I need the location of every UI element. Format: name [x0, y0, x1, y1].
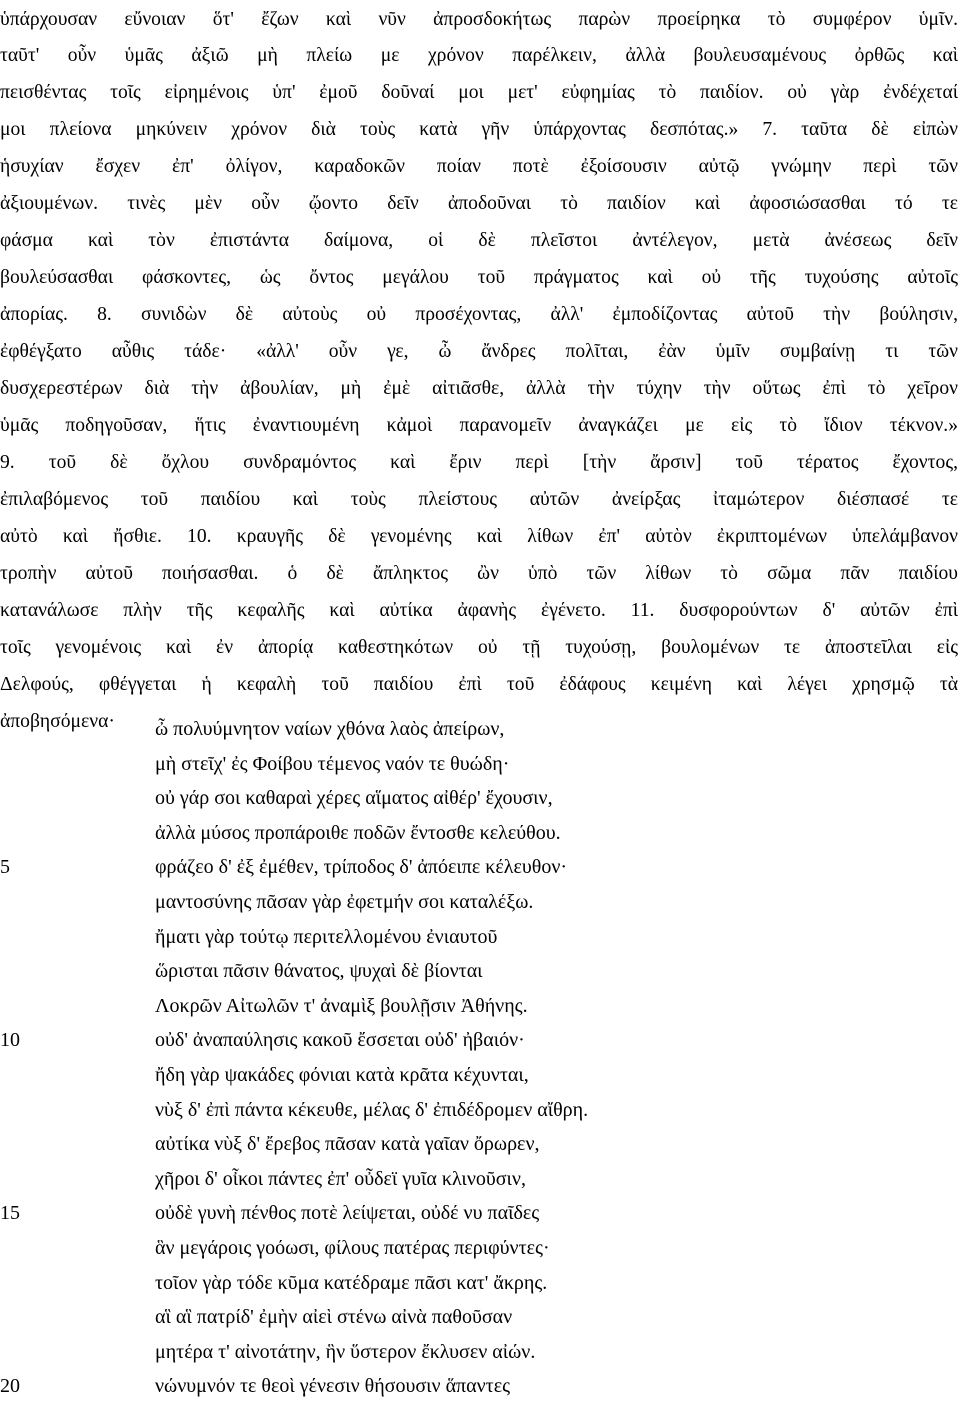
verse-line — [0, 816, 960, 851]
verse-text: ἃν μεγάροις γοόωσι, φίλους πατέρας περιφύντες· — [155, 1237, 550, 1259]
verse-text: νώνυμνόν τε θεοὶ γένεσιν θήσουσιν ἅπαντες — [155, 1375, 511, 1398]
verse-text: μὴ στεῖχ' ἐς Φοίβου τέμενος ναόν τε θυώδη· — [155, 752, 510, 775]
verse-text: ὥρισται πᾶσιν θάνατος, ψυχαὶ δὲ βίονται — [155, 960, 483, 983]
verse-text: τοῖον γὰρ τόδε κῦμα κατέδραμε πᾶσι κατ' ἄκρης. — [155, 1271, 548, 1294]
prose-line: φάσμα καὶ τὸν ἐπιστάντα δαίμονα, οἱ δὲ πλεῖστοι ἀντέλεγον, μετὰ ἀνέσεως δεῖν — [0, 230, 958, 251]
verse-line — [0, 1369, 960, 1404]
verse-line — [0, 1162, 960, 1197]
verse-line — [0, 781, 960, 816]
prose-line: βουλεύσασθαι φάσκοντες, ὡς ὄντος μεγάλου τοῦ πράγματος καὶ οὐ τῆς τυχούσης αὐτοῖς — [0, 267, 958, 288]
prose-line: ἡσυχίαν ἔσχεν ἐπ' ὀλίγον, καραδοκῶν ποίαν ποτὲ ἐξοίσουσιν αὐτῷ γνώμην περὶ τῶν — [0, 156, 958, 177]
verse-line — [0, 1266, 960, 1301]
verse-line — [0, 1093, 960, 1128]
verse-line — [0, 1127, 960, 1162]
verse-line — [0, 954, 960, 989]
verse-line — [0, 1023, 960, 1058]
verse-text: χῆροι δ' οἶκοι πάντες ἐπ' οὖδεϊ γυῖα κλινοῦσιν, — [155, 1167, 526, 1190]
verse-text: μητέρα τ' αἰνοτάτην, ἣν ὕστερον ἔκλυσεν αἰών. — [155, 1340, 536, 1363]
verse-line — [0, 1300, 960, 1335]
verse-line — [0, 1196, 960, 1231]
prose-line: Δελφούς, φθέγγεται ἡ κεφαλὴ τοῦ παιδίου ἐπὶ τοῦ ἐδάφους κειμένη καὶ λέγει χρησμῷ τὰ — [0, 674, 958, 695]
prose-line: δυσχερεστέρων διὰ τὴν ἀβουλίαν, μὴ ἐμὲ αἰτιᾶσθε, ἀλλὰ τὴν τύχην τὴν οὕτως ἐπὶ τὸ χεῖρον — [0, 378, 958, 399]
verse-line — [0, 1058, 960, 1093]
verse-line — [0, 747, 960, 782]
prose-line: τοῖς γενομένοις καὶ ἐν ἀπορίᾳ καθεστηκότων οὐ τῇ τυχούσῃ, βουλομένων τε ἀποστεῖλαι εἰς — [0, 637, 958, 658]
prose-line: κατανάλωσε πλὴν τῆς κεφαλῆς καὶ αὐτίκα ἀφανὴς ἐγένετο. 11. δυσφορούντων δ' αὐτῶν ἐπὶ — [0, 600, 958, 621]
verse-line — [0, 989, 960, 1024]
verse-text: οὐδὲ γυνὴ πένθος ποτὲ λείψεται, οὐδέ νυ παῖδες — [155, 1202, 540, 1225]
verse-text: οὐ γάρ σοι καθαραὶ χέρες αἵματος αἰθέρ' ἔχουσιν, — [155, 787, 553, 810]
prose-line: ἐπιλαβόμενος τοῦ παιδίου καὶ τοὺς πλείστους αὐτῶν ἀνείρξας ἰταμώτερον διέσπασέ τε — [0, 489, 958, 510]
verse-line — [0, 712, 960, 747]
verse-text: αὐτίκα νὺξ δ' ἔρεβος πᾶσαν κατὰ γαῖαν ὄρωρεν, — [155, 1133, 540, 1156]
prose-line: τροπὴν αὐτοῦ ποιήσασθαι. ὁ δὲ ἄπληκτος ὢν ὑπὸ τῶν λίθων τὸ σῶμα πᾶν παιδίου — [0, 563, 958, 584]
verse-line — [0, 1231, 960, 1266]
verse-line — [0, 850, 960, 885]
prose-line: αὐτὸ καὶ ἤσθιε. 10. κραυγῆς δὲ γενομένης καὶ λίθων ἐπ' αὐτὸν ἐκριπτομένων ὑπελάμβανον — [0, 526, 958, 547]
verse-text: ἀλλὰ μύσος προπάροιθε ποδῶν ἔντοσθε κελεύθου. — [155, 821, 561, 844]
verse-line — [0, 920, 960, 955]
prose-line: ἀπορίας. 8. συνιδὼν δὲ αὐτοὺς οὐ προσέχοντας, ἀλλ' ἐμποδίζοντας αὐτοῦ τὴν βούλησιν, — [0, 304, 958, 325]
line-number: 10 — [0, 1029, 20, 1052]
verse-text: αἳ αἳ πατρίδ' ἐμὴν αἰεὶ στένω αἰνὰ παθοῦσαν — [155, 1306, 513, 1329]
prose-line: μοι πλείονα μηκύνειν χρόνον διὰ τοὺς κατὰ γῆν ὑπάρχοντας δεσπότας.» 7. ταῦτα δὲ εἰπὼν — [0, 119, 958, 140]
verse-text: μαντοσύνης πᾶσαν γὰρ ἐφετμήν σοι καταλέξω. — [155, 891, 534, 913]
prose-line: πεισθέντας τοῖς εἰρημένοις ὑπ' ἐμοῦ δοῦναί μοι μετ' εὐφημίας τὸ παιδίον. οὐ γὰρ ἐνδέχεταί — [0, 82, 958, 103]
verse-text: ὦ πολυύμνητον ναίων χθόνα λαὸς ἀπείρων, — [155, 718, 505, 740]
verse-text: ἤματι γὰρ τούτῳ περιτελλομένου ἐνιαυτοῦ — [155, 925, 498, 948]
verse-text: νὺξ δ' ἐπὶ πάντα κέκευθε, μέλας δ' ἐπιδέδρομεν αἴθρη. — [155, 1098, 589, 1121]
prose-line: ὑπάρχουσαν εὔνοιαν ὅτ' ἔζων καὶ νῦν ἀπροσδοκήτως παρὼν προείρηκα τὸ συμφέρον ὑμῖν. — [0, 9, 958, 30]
prose-line: ὑμᾶς ποδηγοῦσαν, ἥτις ἐναντιουμένη κἀμοὶ παρανομεῖν ἀναγκάζει με εἰς τὸ ἴδιον τέκνον.» — [0, 415, 958, 436]
prose-line: ἐφθέγξατο αὖθις τάδε· «ἀλλ' οὖν γε, ὦ ἄνδρες πολῖται, ἐὰν ὑμῖν συμβαίνῃ τι τῶν — [0, 341, 958, 362]
verse-text: Λοκρῶν Αἰτωλῶν τ' ἀναμὶξ βουλῇσιν Ἀθήνης. — [155, 994, 528, 1017]
line-number: 15 — [0, 1202, 20, 1225]
verse-line — [0, 1335, 960, 1370]
prose-line-last: ἀποβησόμενα· — [0, 711, 115, 732]
prose-line: ἀξιουμένων. τινὲς μὲν οὖν ᾤοντο δεῖν ἀποδοῦναι τὸ παιδίον καὶ ἀφοσιώσασθαι τό τε — [0, 193, 958, 214]
prose-line: ταῦτ' οὖν ὑμᾶς ἀξιῶ μὴ πλείω με χρόνον παρέλκειν, ἀλλὰ βουλευσαμένους ὀρθῶς καὶ — [0, 45, 958, 66]
verse-line — [0, 885, 960, 920]
verse-text: φράζεο δ' ἐξ ἐμέθεν, τρίποδος δ' ἀπόειπε κέλευθον· — [155, 856, 568, 879]
verse-text: οὐδ' ἀναπαύλησις κακοῦ ἔσσεται οὐδ' ἠβαιόν· — [155, 1029, 525, 1052]
line-number: 5 — [0, 856, 10, 879]
prose-line: 9. τοῦ δὲ ὄχλου συνδραμόντος καὶ ἔριν περὶ [τὴν ἄρσιν] τοῦ τέρατος ἔχοντος, — [0, 452, 958, 473]
verse-text: ἤδη γὰρ ψακάδες φόνιαι κατὰ κρᾶτα κέχυνται, — [155, 1064, 529, 1086]
line-number: 20 — [0, 1375, 20, 1398]
